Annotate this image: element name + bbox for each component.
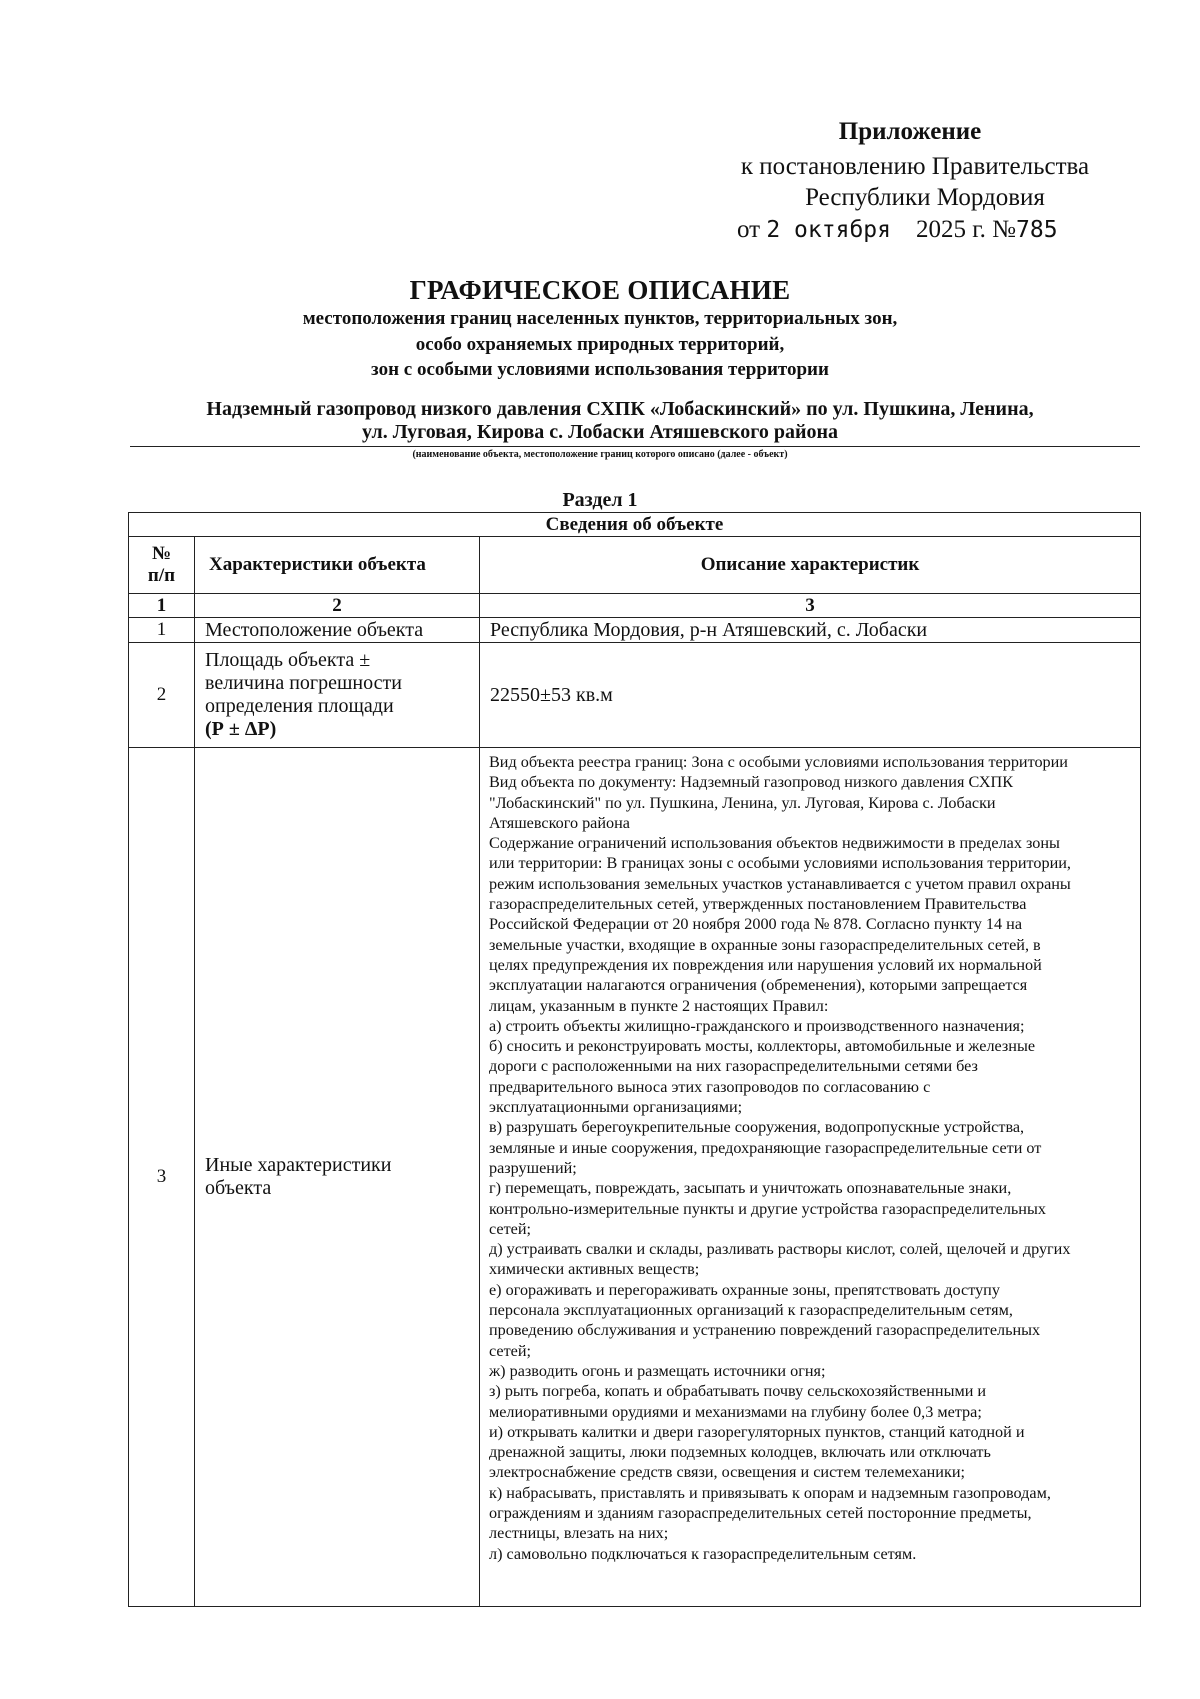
restriction-text-line: эксплуатации налагаются ограничения (обременения), которыми запрещается [489, 976, 1028, 995]
row-label-line: Иные характеристики [205, 1154, 392, 1176]
table-row [129, 748, 1141, 1607]
restriction-text-line: г) перемещать, повреждать, засыпать и уничтожать опознавательные знаки, [489, 1179, 1012, 1198]
restriction-text-line: дренажной защиты, люки подземных колодцев, включать или отключать [489, 1443, 991, 1462]
restriction-text-line: целях предупреждения их повреждения или нарушения условий их нормальной [489, 955, 1042, 974]
restriction-text-line: к) набрасывать, приставлять и привязывать к опорам и надземным газопроводам, [489, 1483, 1051, 1502]
restriction-text-line: химически активных веществ; [489, 1260, 700, 1279]
row-label-line: определения площади [205, 695, 394, 717]
section-title: Раздел 1 [562, 489, 638, 511]
restriction-text-line: проведению обслуживания и устранению повреждений газораспределительных [489, 1321, 1041, 1340]
date-spacer [897, 216, 910, 243]
row-value: 22550±53 кв.м [480, 643, 1141, 748]
row-label-line: Площадь объекта ± [205, 649, 371, 671]
table-row [129, 643, 1141, 748]
restriction-text-line: электроснабжение средств связи, освещения и систем телемеханики; [489, 1463, 965, 1482]
restriction-text-line: или территории: В границах зоны с особыми условиями использования территории, [489, 854, 1071, 873]
document-title: ГРАФИЧЕСКОЕ ОПИСАНИЕ [409, 275, 791, 305]
restriction-text-line: сетей; [489, 1341, 531, 1360]
header-number-line-2: п/п [147, 565, 176, 586]
row-label [195, 643, 480, 748]
table-row [129, 618, 1141, 643]
table-title: Сведения об объекте [129, 513, 1141, 537]
document-subtitle-3: зон с особыми условиями использования территории [371, 359, 829, 380]
column-number-3: 3 [480, 594, 1141, 618]
row-label: Местоположение объекта [195, 618, 480, 643]
header-description: Описание характеристик [480, 537, 1141, 594]
restriction-text-line: Вид объекта по документу: Надземный газопровод низкого давления СХПК [489, 773, 1014, 792]
restriction-text-line: Атяшевского района [489, 813, 630, 832]
restriction-text-line: Вид объекта реестра границ: Зона с особыми условиями использования территории [489, 753, 1068, 771]
row-number: 3 [129, 748, 195, 1607]
restriction-text-line: б) сносить и реконструировать мосты, коллекторы, автомобильные и железные [489, 1037, 1036, 1056]
restriction-text-line: ж) разводить огонь и размещать источники огня; [489, 1361, 826, 1380]
date-handwritten: 2 октября [766, 217, 891, 243]
row-label-line: объекта [205, 1177, 272, 1199]
restriction-text-line: Российской Федерации от 20 ноября 2000 года № 878. Согласно пункту 14 на [489, 915, 1022, 934]
restriction-text-line: в) разрушать берегоукрепительные сооружения, водопропускные устройства, [489, 1118, 1025, 1137]
date-year: 2025 г. № [915, 216, 1017, 243]
document-subtitle-1: местоположения границ населенных пунктов, территориальных зон, [302, 308, 898, 329]
restriction-text-line: земляные и иные сооружения, предохраняющие газораспределительные сети от [489, 1138, 1042, 1157]
header-characteristics: Характеристики объекта [195, 537, 480, 594]
restriction-text-line: лестницы, влезать на них; [489, 1524, 669, 1543]
row-value: Республика Мордовия, р-н Атяшевский, с. Лобаски [480, 618, 1141, 643]
object-info-table [128, 512, 1141, 1607]
restriction-text-line: лицам, указанным в пункте 2 настоящих Правил: [489, 996, 829, 1015]
appendix-line-2: Республики Мордовия [805, 184, 1045, 211]
row-label-formula: (Р ± ΔР) [205, 718, 277, 740]
restriction-text-line: дороги с расположенными на них газораспределительными сетями без [489, 1057, 978, 1076]
row-number: 2 [129, 643, 195, 748]
restriction-text-line: контрольно-измерительные пункты и другие устройства газораспределительных [489, 1199, 1046, 1218]
restriction-text-line: а) строить объекты жилищно-гражданского и производственного назначения; [489, 1016, 1025, 1035]
row-label-line: величина погрешности [205, 672, 402, 694]
restriction-text-line: е) огораживать и перегораживать охранные зоны, препятствовать доступу [489, 1280, 1000, 1299]
object-name-line-1: Надземный газопровод низкого давления СХПК «Лобаскинский» по ул. Пушкина, Ленина, [206, 398, 1034, 420]
restriction-text-line: ограждениям и зданиям газораспределительных сетей посторонние предметы, [489, 1503, 1032, 1522]
row-label [195, 748, 480, 1607]
date-prefix: от [737, 216, 761, 243]
header-number-line-1: № [151, 543, 172, 564]
restriction-text-line: персонала эксплуатационных организаций к газораспределительным сетям, [489, 1301, 1013, 1320]
document-subtitle-2: особо охраняемых природных территорий, [415, 334, 785, 355]
column-number-1: 1 [129, 594, 195, 618]
row-value-long [480, 748, 1141, 1607]
number-handwritten: 785 [1016, 217, 1058, 243]
restriction-text-line: з) рыть погреба, копать и обрабатывать почву сельскохозяйственными и [489, 1382, 987, 1401]
restriction-text-line: газораспределительных сетей, утвержденных постановлением Правительства [489, 895, 1027, 914]
restriction-text-line: предварительного выноса этих газопроводов по согласованию с [489, 1077, 931, 1096]
appendix-date [737, 216, 1058, 244]
restriction-text-line: мелиоративными орудиями и механизмами на глубину более 0,3 метра; [489, 1402, 982, 1421]
object-name-rule [130, 446, 1140, 447]
appendix-title: Приложение [838, 118, 982, 145]
restriction-text-line: режим использования земельных участков устанавливается с учетом правил охраны [489, 874, 1071, 893]
header-number [129, 537, 195, 594]
column-number-2: 2 [195, 594, 480, 618]
row-number: 1 [129, 618, 195, 643]
restriction-text-line: сетей; [489, 1219, 531, 1238]
restriction-text-line: Содержание ограничений использования объектов недвижимости в пределах зоны [489, 834, 1060, 853]
restriction-text-line: и) открывать калитки и двери газорегуляторных пунктов, станций катодной и [489, 1422, 1025, 1441]
appendix-line-1: к постановлению Правительства [740, 153, 1090, 180]
restriction-text-line: "Лобаскинский" по ул. Пушкина, Ленина, ул. Луговая, Кирова с. Лобаски [489, 793, 996, 812]
restriction-text-line: эксплуатационными организациями; [489, 1098, 743, 1117]
object-caption: (наименование объекта, местоположение границ которого описано (далее - объект) [412, 449, 788, 460]
restriction-text-line: л) самовольно подключаться к газораспределительным сетям. [489, 1544, 917, 1563]
restriction-text-line: д) устраивать свалки и склады, разливать растворы кислот, солей, щелочей и других [489, 1240, 1071, 1259]
object-name-line-2: ул. Луговая, Кирова с. Лобаски Атяшевского района [361, 421, 838, 443]
restriction-text-line: земельные участки, входящие в охранные зоны газораспределительных сетей, в [489, 935, 1041, 954]
restriction-text-line: разрушений; [489, 1158, 577, 1177]
